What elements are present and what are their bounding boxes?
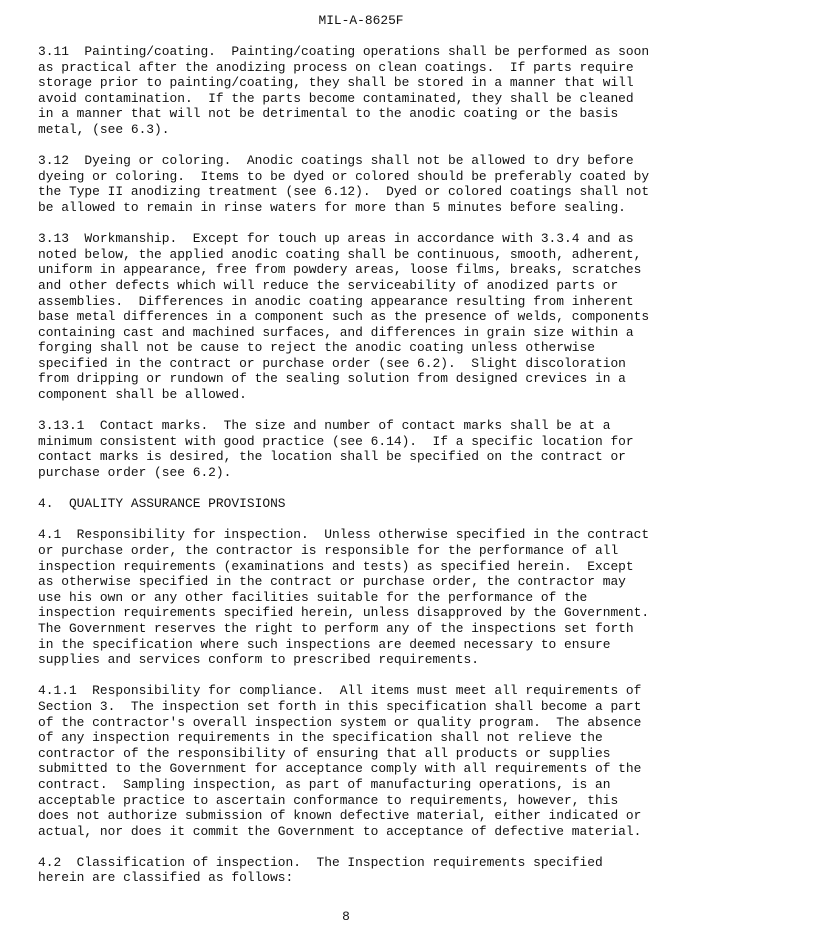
document-body — [38, 44, 798, 902]
document-header: MIL-A-8625F — [318, 13, 404, 28]
section-4-heading: 4. QUALITY ASSURANCE PROVISIONS — [38, 496, 286, 512]
section-4-1-1-responsibility-compliance: 4.1.1 Responsibility for compliance. All items must meet all requirements of Section 3. The inspection set forth in this specification shall become a part of the contractor's overall inspection system or quality program. The absence of any inspection requirements in the specification shall not relieve the contractor of the responsibility of ensuring that all products or supplies submitted to the Government for acceptance comply with all requirements of the contract. Sampling inspection, as part of manufacturing operations, is an acceptable practice to ascertain conformance to requirements, however, this does not authorize submission of known defective material, either indicated or actual, nor does it commit the Government to acceptance of defective material. — [38, 683, 642, 839]
section-4-2-classification: 4.2 Classification of inspection. The Inspection requirements specified herein are classified as follows: — [38, 854, 603, 886]
section-3-12-dyeing-coloring: 3.12 Dyeing or coloring. Anodic coatings shall not be allowed to dry before dyeing or coloring. Items to be dyed or colored should be preferably coated by the Type II anodizing treatment (see 6.12). Dyed or colored coatings shall not be allowed to remain in rinse waters for more than 5 minutes before sealing. — [38, 153, 650, 215]
section-3-13-workmanship: 3.13 Workmanship. Except for touch up areas in accordance with 3.3.4 and as noted below, the applied anodic coating shall be continuous, smooth, adherent, uniform in appearance, free from powdery areas, loose films, breaks, scratches and other defects which will reduce the serviceability of anodized parts or assemblies. Differences in anodic coating appearance resulting from inherent base metal differences in a component such as the presence of welds, components containing cast and machined surfaces, and differences in grain size within a forging shall not be cause to reject the anodic coating unless otherwise specified in the contract or purchase order (see 6.2). Slight discoloration from dripping or rundown of the sealing solution from designed crevices in a component shall be allowed. — [38, 231, 650, 403]
section-4-1-responsibility-inspection: 4.1 Responsibility for inspection. Unless otherwise specified in the contract or purchase order, the contractor is responsible for the performance of all inspection requirements (examinations and tests) as specified herein. Except as otherwise specified in the contract or purchase order, the contractor may use his own or any other facilities suitable for the performance of the inspection requirements specified herein, unless disapproved by the Government. The Government reserves the right to perform any of the inspections set forth in the specification where such inspections are deemed necessary to ensure supplies and services conform to prescribed requirements. — [38, 527, 650, 668]
page-number: 8 — [342, 909, 350, 924]
section-3-11-painting-coating: 3.11 Painting/coating. Painting/coating operations shall be performed as soon as practical after the anodizing process on clean coatings. If parts require storage prior to painting/coating, they shall be stored in a manner that will avoid contamination. If the parts become contaminated, they shall be cleaned in a manner that will not be detrimental to the anodic coating or the basis metal, (see 6.3). — [38, 44, 650, 137]
section-3-13-1-contact-marks: 3.13.1 Contact marks. The size and number of contact marks shall be at a minimum consistent with good practice (see 6.14). If a specific location for contact marks is desired, the location shall be specified on the contract or purchase order (see 6.2). — [38, 418, 634, 481]
